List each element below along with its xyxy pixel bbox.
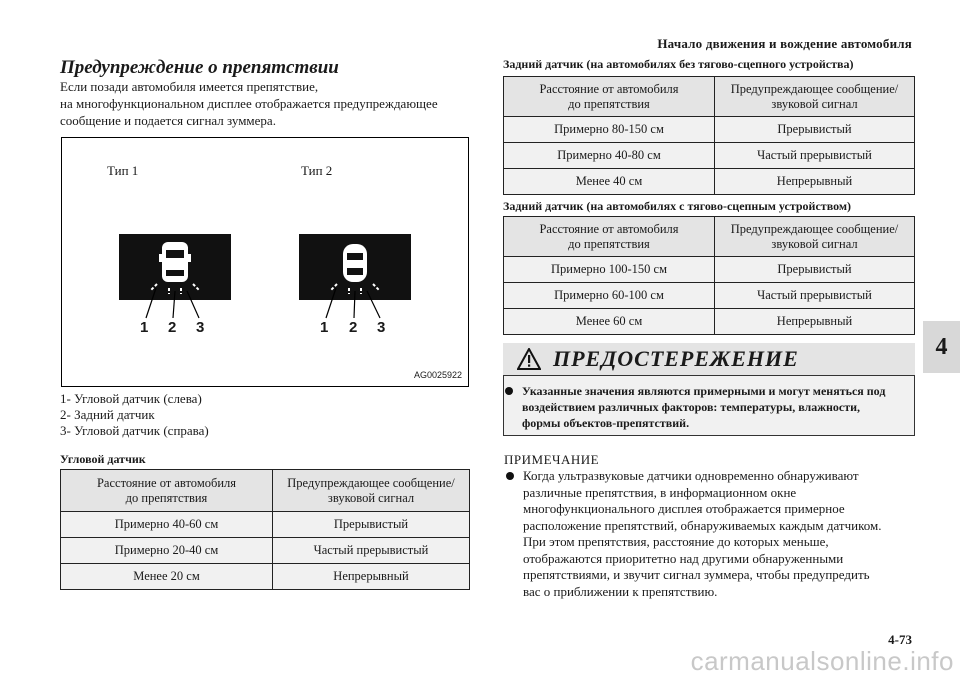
table-row: Примерно 60-100 см Частый прерывистый [504,283,915,309]
table-row: Примерно 80-150 см Прерывистый [504,117,915,143]
rear-hitch-heading: Задний датчик (на автомобилях с тягово-сцепным устройством) [503,199,852,213]
table-row: Менее 40 см Непрерывный [504,169,915,195]
column-header-distance: Расстояние от автомобиля до препятствия [504,77,715,117]
rear-no-hitch-heading: Задний датчик (на автомобилях без тягово-сцепного устройства) [503,57,854,71]
intro-text [60,78,480,129]
column-header-signal: Предупреждающее сообщение/ звуковой сигнал [715,217,915,257]
figure-number-2: 2 [349,319,358,336]
warning-triangle-icon [517,348,541,370]
legend-item: 1- Угловой датчик (слева) [60,391,202,406]
column-header-signal: Предупреждающее сообщение/ звуковой сигнал [715,77,915,117]
figure-number-1: 1 [140,319,149,336]
legend-item: 2- Задний датчик [60,407,155,422]
bullet-icon [506,472,514,480]
caution-title: ПРЕДОСТЕРЕЖЕНИЕ [553,346,799,371]
note-heading: ПРИМЕЧАНИЕ [504,452,600,467]
type2-label: Тип 2 [301,163,333,178]
figure-legend [60,391,209,439]
sensor-figure [61,137,469,387]
column-header-distance: Расстояние от автомобиля до препятствия [504,217,715,257]
table-row: Примерно 40-60 см Прерывистый [61,512,470,538]
column-header-signal: Предупреждающее сообщение/ звуковой сигнал [273,470,470,512]
corner-sensor-table [60,469,470,590]
table-row: Примерно 20-40 см Частый прерывистый [61,538,470,564]
rear-hitch-table [503,216,915,335]
caution-text: Указанные значения являются примерными и могут меняться под воздействием различных факторов: температуры, влажности, формы объектов-препятствий. [522,383,908,431]
table-row: Примерно 100-150 см Прерывистый [504,257,915,283]
bullet-icon [505,387,513,395]
intro-line: сообщение и подается сигнал зуммера. [60,113,276,128]
type1-label: Тип 1 [107,163,139,178]
page-number: 4-73 [888,632,912,647]
figure-code: AG0025922 [413,370,462,380]
figure-number-1: 1 [320,319,329,336]
caution-title-bar [503,343,915,376]
column-header-distance: Расстояние от автомобиля до препятствия [61,470,273,512]
corner-sensor-heading: Угловой датчик [60,452,146,466]
watermark: carmanualsonline.info [690,646,954,676]
legend-item: 3- Угловой датчик (справа) [60,423,209,438]
section-title: Предупреждение о препятствии [60,57,339,78]
table-row: Менее 60 см Непрерывный [504,309,915,335]
intro-line: Если позади автомобиля имеется препятствие, [60,79,319,94]
rear-no-hitch-table [503,76,915,195]
running-header: Начало движения и вождение автомобиля [657,36,912,51]
intro-line: на многофункциональном дисплее отображается предупреждающее [60,96,438,111]
table-row: Примерно 40-80 см Частый прерывистый [504,143,915,169]
note-text: Когда ультразвуковые датчики одновременно обнаруживают различные препятствия, в информационном окне многофункционального дисплея отображается примерное расположение препятствий, обнаруживаемых каждым датчиком. При этом препятствия, расстояние до которых меньше, отображаются приоритетно над другими обнаруженными препятствиями, и звучит сигнал зуммера, чтобы предупредить вас о приближении к препятствию. [523,468,923,600]
figure-number-2: 2 [168,319,177,336]
table-row: Менее 20 см Непрерывный [61,564,470,590]
figure-number-3: 3 [377,319,386,336]
chapter-tab: 4 [923,321,960,373]
figure-number-3: 3 [196,319,205,336]
sensor-pointer-lines [62,138,470,388]
